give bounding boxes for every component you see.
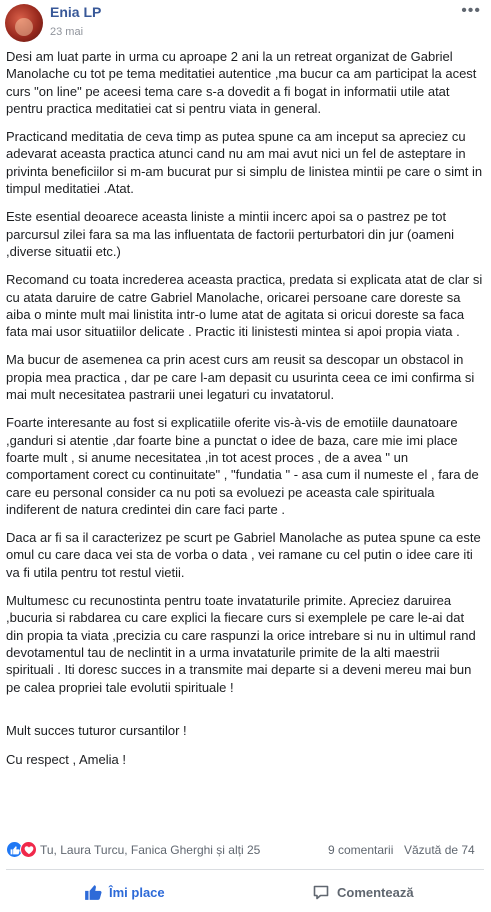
thumbs-up-icon: [84, 883, 102, 901]
paragraph-7: Daca ar fi sa il caracterizez pe scurt pe Gabriel Manolache as putea spune ca este omul cu care daca vei sta de vorba o data , vei ramane cu cel putin o idee care iti va fi utila pentru tot restul vietii.: [6, 530, 481, 580]
reactions-bar: [0, 838, 491, 862]
comment-button-label: Comentează: [337, 884, 414, 900]
reaction-icons[interactable]: [6, 841, 40, 859]
views-count: Văzută de 74: [404, 843, 475, 857]
like-button-label: Îmi place: [109, 884, 165, 900]
paragraph-8: Multumesc cu recunostinta pentru toate invataturile primite. Apreciez daruirea ,bucuria si rabdarea cu care explici la fiecare curs si exemplele pe care le-ai dat din propia ta viata ,precizia cu care raspunzi la orice intrebare si nu in ultimul rand devotamentul tau de neclintit in a urma invataturile primite de la alti maestrii spirituali . Iti doresc succes in a transmite mai departe si a deveni mereu mai bun pe calea propriei tale evolutii spirituale !: [6, 593, 476, 695]
post-date[interactable]: 23 mai: [50, 26, 84, 38]
paragraph-3: Este esential deoarece aceasta liniste a mintii incerc apoi sa o pastrez pe tot parcursul zilei fara sa ma las influentata de factorii perturbatori din jur (oameni ,diverse situatii etc.): [6, 209, 454, 259]
author-name[interactable]: Enia LP: [50, 4, 102, 20]
paragraph-1: Desi am luat parte in urma cu aproape 2 ani la un retreat organizat de Gabriel Manolache cu tot pe tema meditatiei autentice ,ma bucur ca am participat la acest curs "on line" pe aceesi tema care s-a dovedit a fi bogat in informatii utile atat pentru practica meditatiei cat si pentru viata in general.: [6, 49, 477, 116]
like-button[interactable]: [84, 878, 165, 906]
signature: Cu respect , Amelia !: [6, 752, 126, 768]
action-bar: [0, 872, 491, 912]
comment-bubble-icon: [312, 883, 330, 901]
paragraph-5: Ma bucur de asemenea ca prin acest curs am reusit sa descopar un obstacol in propia mea practica , dar pe care l-am depasit cu usurinta ceea ce imi confirma si mai mult necesitatea pastrarii unei legaturi cu invatatorul.: [6, 352, 475, 403]
more-options-icon[interactable]: •••: [461, 2, 481, 19]
post-header: [0, 0, 491, 48]
paragraph-4: Recomand cu toata increderea aceasta practica, predata si explicata atat de clar si cu atata daruire de catre Gabriel Manolache, oricarei persoane care doreste sa aiba o minte mult mai linistita intr-o lume atat de agitata si oricui doreste sa faca fata mai usor situatiilor delicate . Practic iti linistesti mintea si apoi propia viata .: [6, 272, 483, 340]
love-reaction-icon: [20, 841, 37, 858]
post-body: [6, 48, 484, 779]
comments-count[interactable]: 9 comentarii: [328, 843, 394, 857]
avatar[interactable]: [5, 4, 43, 42]
paragraph-2: Practicand meditatia de ceva timp as putea spune ca am inceput sa apreciez cu adevarat aceasta practica atunci cand nu am mai avut nici un fel de asteptare in privinta beneficiilor si m-am bucurat pur si simplu de linistea mintii pe care o simt in timpul meditatiei .Atat.: [6, 129, 483, 197]
closing-line: Mult succes tuturor cursantilor !: [6, 722, 187, 738]
divider: [6, 869, 484, 870]
comment-button[interactable]: [312, 878, 414, 906]
reactors-list[interactable]: Tu, Laura Turcu, Fanica Gherghi și alți 25: [40, 843, 261, 857]
paragraph-6: Foarte interesante au fost si explicatiile oferite vis-à-vis de emotiile daunatoare ,ganduri si atentie ,dar foarte bine a punctat o idee de baza, care mie imi place foarte mult , si anume necesitatea ,in tot acest proces , de a avea " un comportament corect cu continuitate" , "fundatia " - asa cum il numeste el , fara de care eu personal consider ca nu poti sa evoluezi pe aceasta cale spirituala indiferent de natura credintei din care faci parte .: [6, 415, 479, 517]
